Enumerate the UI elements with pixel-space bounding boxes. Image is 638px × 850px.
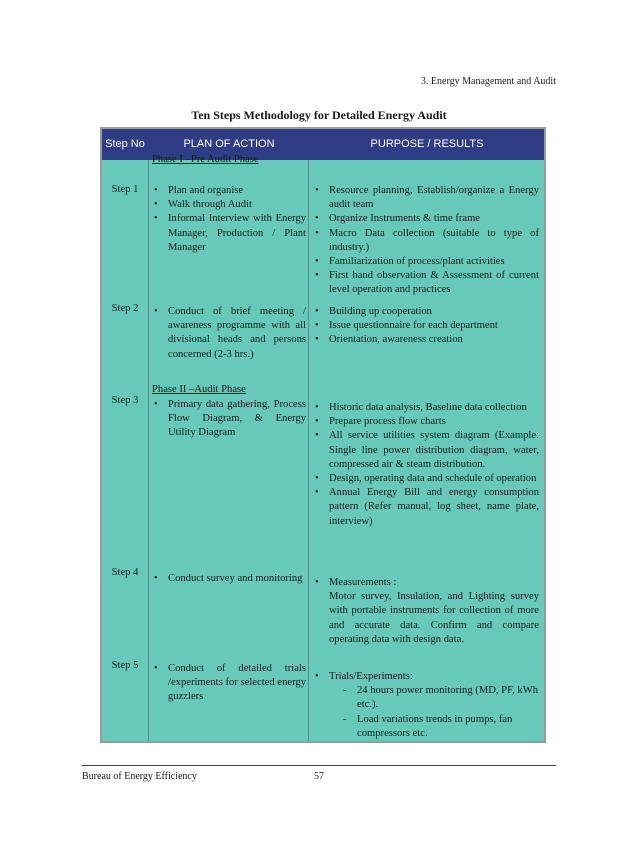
- list-item: • Issue questionnaire for each department: [313, 319, 539, 333]
- step-2-label: Step 2: [111, 303, 139, 314]
- list-item: • Walk through Audit: [152, 198, 306, 212]
- step-2-purpose: [313, 305, 539, 348]
- header-purpose-results: PURPOSE / RESULTS: [370, 138, 484, 150]
- step-4-label: Step 4: [111, 567, 139, 578]
- list-item: • Primary data gathering, Process Flow Diagram, & Energy Utility Diagram: [152, 398, 306, 441]
- phase-2-heading: Phase II –Audit Phase: [152, 384, 246, 395]
- list-item: • Building up cooperation: [313, 305, 539, 319]
- list-item: • Historic data analysis, Baseline data collection: [313, 401, 539, 415]
- step-1-purpose: [313, 184, 539, 298]
- step-5-purpose: [313, 670, 539, 741]
- step-3-plan: [152, 398, 306, 441]
- list-item: • Measurements :: [313, 576, 539, 590]
- list-item: - Load variations trends in pumps, fan compressors etc.: [313, 713, 539, 741]
- step-4-plan: [152, 572, 306, 586]
- step-1-label: Step 1: [111, 184, 139, 195]
- step-4-purpose-text: Motor survey, Insulation, and Lighting survey with portable instruments for collection of more and accurate data. Confirm and compare operating data with design data.: [329, 591, 539, 645]
- list-item: • Design, operating data and schedule of operation: [313, 472, 539, 486]
- list-item: • Trials/Experiments:: [313, 670, 539, 684]
- methodology-table: [100, 127, 546, 743]
- list-item: • Plan and organise: [152, 184, 306, 198]
- table-title: Ten Steps Methodology for Detailed Energy Audit: [191, 108, 447, 122]
- step-5-plan: [152, 662, 306, 705]
- header-plan-of-action: PLAN OF ACTION: [183, 138, 275, 150]
- list-item: • First hand observation & Assessment of current level operation and practices: [313, 269, 539, 297]
- list-item: • Prepare process flow charts: [313, 415, 539, 429]
- header-step-no: Step No: [105, 138, 145, 150]
- step-2-plan: [152, 305, 306, 362]
- list-item: • Conduct of brief meeting / awareness programme with all divisional heads and persons concerned (2-3 hrs.): [152, 305, 306, 362]
- running-head: 3. Energy Management and Audit: [420, 76, 556, 87]
- page-number: 57: [314, 771, 324, 782]
- step-1-plan: [152, 184, 306, 255]
- list-item: • Conduct of detailed trials /experiments for selected energy guzzlers: [152, 662, 306, 705]
- list-item: • Conduct survey and monitoring: [152, 572, 306, 586]
- list-item: • Annual Energy Bill and energy consumption pattern (Refer manual, log sheet, name plate, interview): [313, 486, 539, 529]
- phase-1-heading: Phase I –Pre Audit Phase: [152, 154, 259, 165]
- list-item: • Resource planning, Establish/organize a Energy audit team: [313, 184, 539, 212]
- list-item: • All service utilities system diagram (Example: Single line power distribution diagram, water, compressed air & steam distribution.: [313, 429, 539, 472]
- list-item: - 24 hours power monitoring (MD, PF, kWh etc.).: [313, 684, 539, 712]
- column-divider: [148, 160, 149, 741]
- list-item: • Organize Instruments & time frame: [313, 212, 539, 226]
- step-3-label: Step 3: [111, 395, 139, 406]
- step-5-label: Step 5: [111, 660, 139, 671]
- step-4-purpose: [313, 576, 539, 647]
- list-item: • Orientation, awareness creation: [313, 333, 539, 347]
- step-3-purpose: [313, 401, 539, 529]
- list-item: • Familiarization of process/plant activities: [313, 255, 539, 269]
- footer-rule: [82, 765, 556, 766]
- footer-publisher: Bureau of Energy Efficiency: [82, 771, 197, 782]
- column-divider: [308, 160, 309, 741]
- list-item: • Macro Data collection (suitable to type of industry.): [313, 227, 539, 255]
- list-item: • Informal Interview with Energy Manager, Production / Plant Manager: [152, 212, 306, 255]
